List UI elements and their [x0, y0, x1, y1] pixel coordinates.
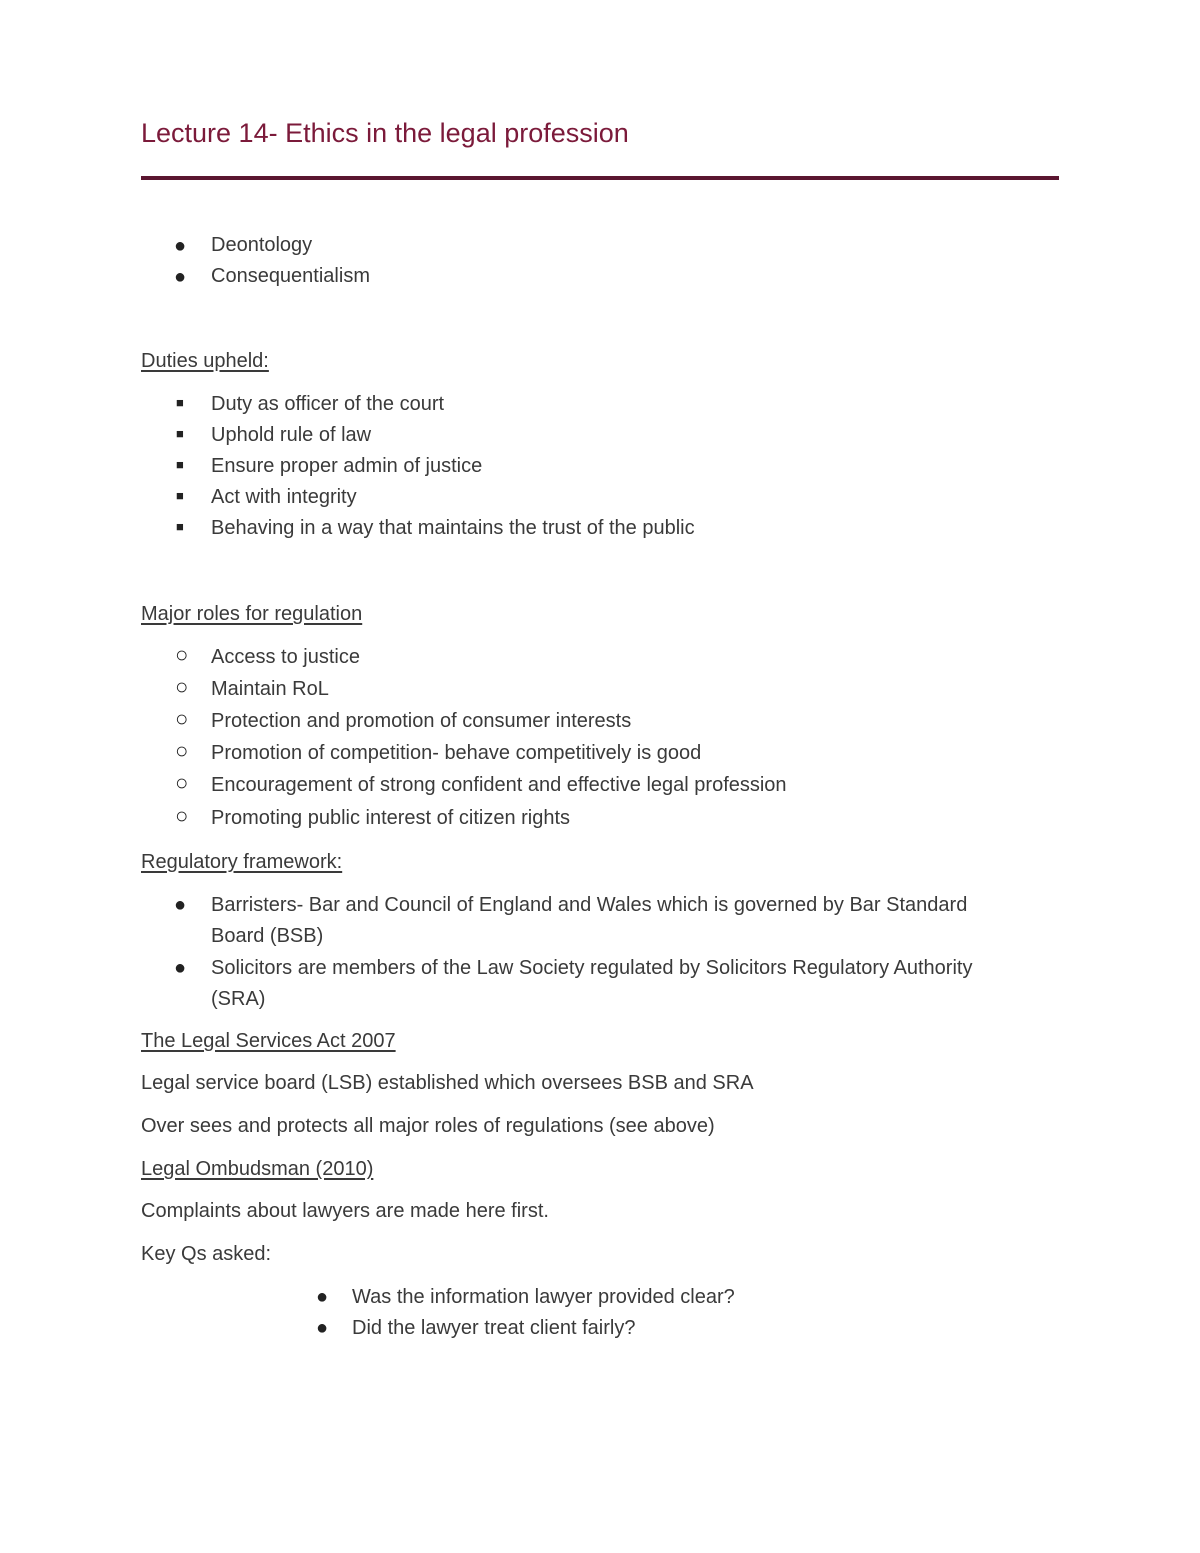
role-item: Protection and promotion of consumer interests	[211, 710, 632, 732]
roles-heading: Major roles for regulation	[141, 603, 363, 625]
duty-item: Ensure proper admin of justice	[211, 455, 483, 477]
bullet-dot-icon: ●	[174, 957, 187, 979]
ombudsman-paragraph: Key Qs asked:	[141, 1243, 272, 1265]
role-item: Encouragement of strong confident and effective legal profession	[211, 774, 787, 796]
framework-item-line: Barristers- Bar and Council of England and Wales which is governed by Bar Standard	[211, 894, 968, 916]
circle-bullet-icon: ○	[175, 770, 189, 795]
document-title: Lecture 14- Ethics in the legal profession	[141, 118, 629, 148]
lsa-paragraph: Over sees and protects all major roles of regulations (see above)	[141, 1115, 715, 1137]
role-item: Promoting public interest of citizen rights	[211, 807, 571, 829]
circle-bullet-icon: ○	[175, 706, 189, 731]
square-bullet-icon: ■	[176, 426, 184, 441]
duty-item: Uphold rule of law	[211, 424, 372, 446]
question-item: Did the lawyer treat client fairly?	[352, 1317, 636, 1339]
ombudsman-paragraph: Complaints about lawyers are made here first.	[141, 1200, 549, 1222]
lsa-paragraph: Legal service board (LSB) established which oversees BSB and SRA	[141, 1072, 754, 1094]
square-bullet-icon: ■	[176, 395, 184, 410]
title-divider	[141, 176, 1059, 180]
bullet-dot-icon: ●	[316, 1286, 329, 1308]
question-item: Was the information lawyer provided clear?	[352, 1286, 735, 1308]
lsa-heading: The Legal Services Act 2007	[141, 1030, 396, 1052]
bullet-dot-icon: ●	[174, 894, 187, 916]
intro-item: Consequentialism	[211, 265, 370, 287]
circle-bullet-icon: ○	[175, 738, 189, 763]
framework-heading: Regulatory framework:	[141, 851, 343, 873]
role-item: Promotion of competition- behave competitively is good	[211, 742, 702, 764]
role-item: Maintain RoL	[211, 678, 329, 700]
duty-item: Duty as officer of the court	[211, 393, 445, 415]
circle-bullet-icon: ○	[175, 642, 189, 667]
circle-bullet-icon: ○	[175, 803, 189, 828]
duty-item: Behaving in a way that maintains the trust of the public	[211, 517, 695, 539]
bullet-dot-icon: ●	[174, 266, 187, 288]
framework-item-line: Solicitors are members of the Law Society regulated by Solicitors Regulatory Authority	[211, 957, 973, 979]
bullet-dot-icon: ●	[316, 1317, 329, 1339]
square-bullet-icon: ■	[176, 519, 184, 534]
square-bullet-icon: ■	[176, 457, 184, 472]
role-item: Access to justice	[211, 646, 360, 668]
bullet-dot-icon: ●	[174, 235, 187, 257]
intro-item: Deontology	[211, 234, 313, 256]
duty-item: Act with integrity	[211, 486, 357, 508]
circle-bullet-icon: ○	[175, 674, 189, 699]
square-bullet-icon: ■	[176, 488, 184, 503]
framework-item-line: Board (BSB)	[211, 925, 324, 947]
framework-item-line: (SRA)	[211, 988, 266, 1010]
ombudsman-heading: Legal Ombudsman (2010)	[141, 1158, 374, 1180]
duties-heading: Duties upheld:	[141, 350, 269, 372]
